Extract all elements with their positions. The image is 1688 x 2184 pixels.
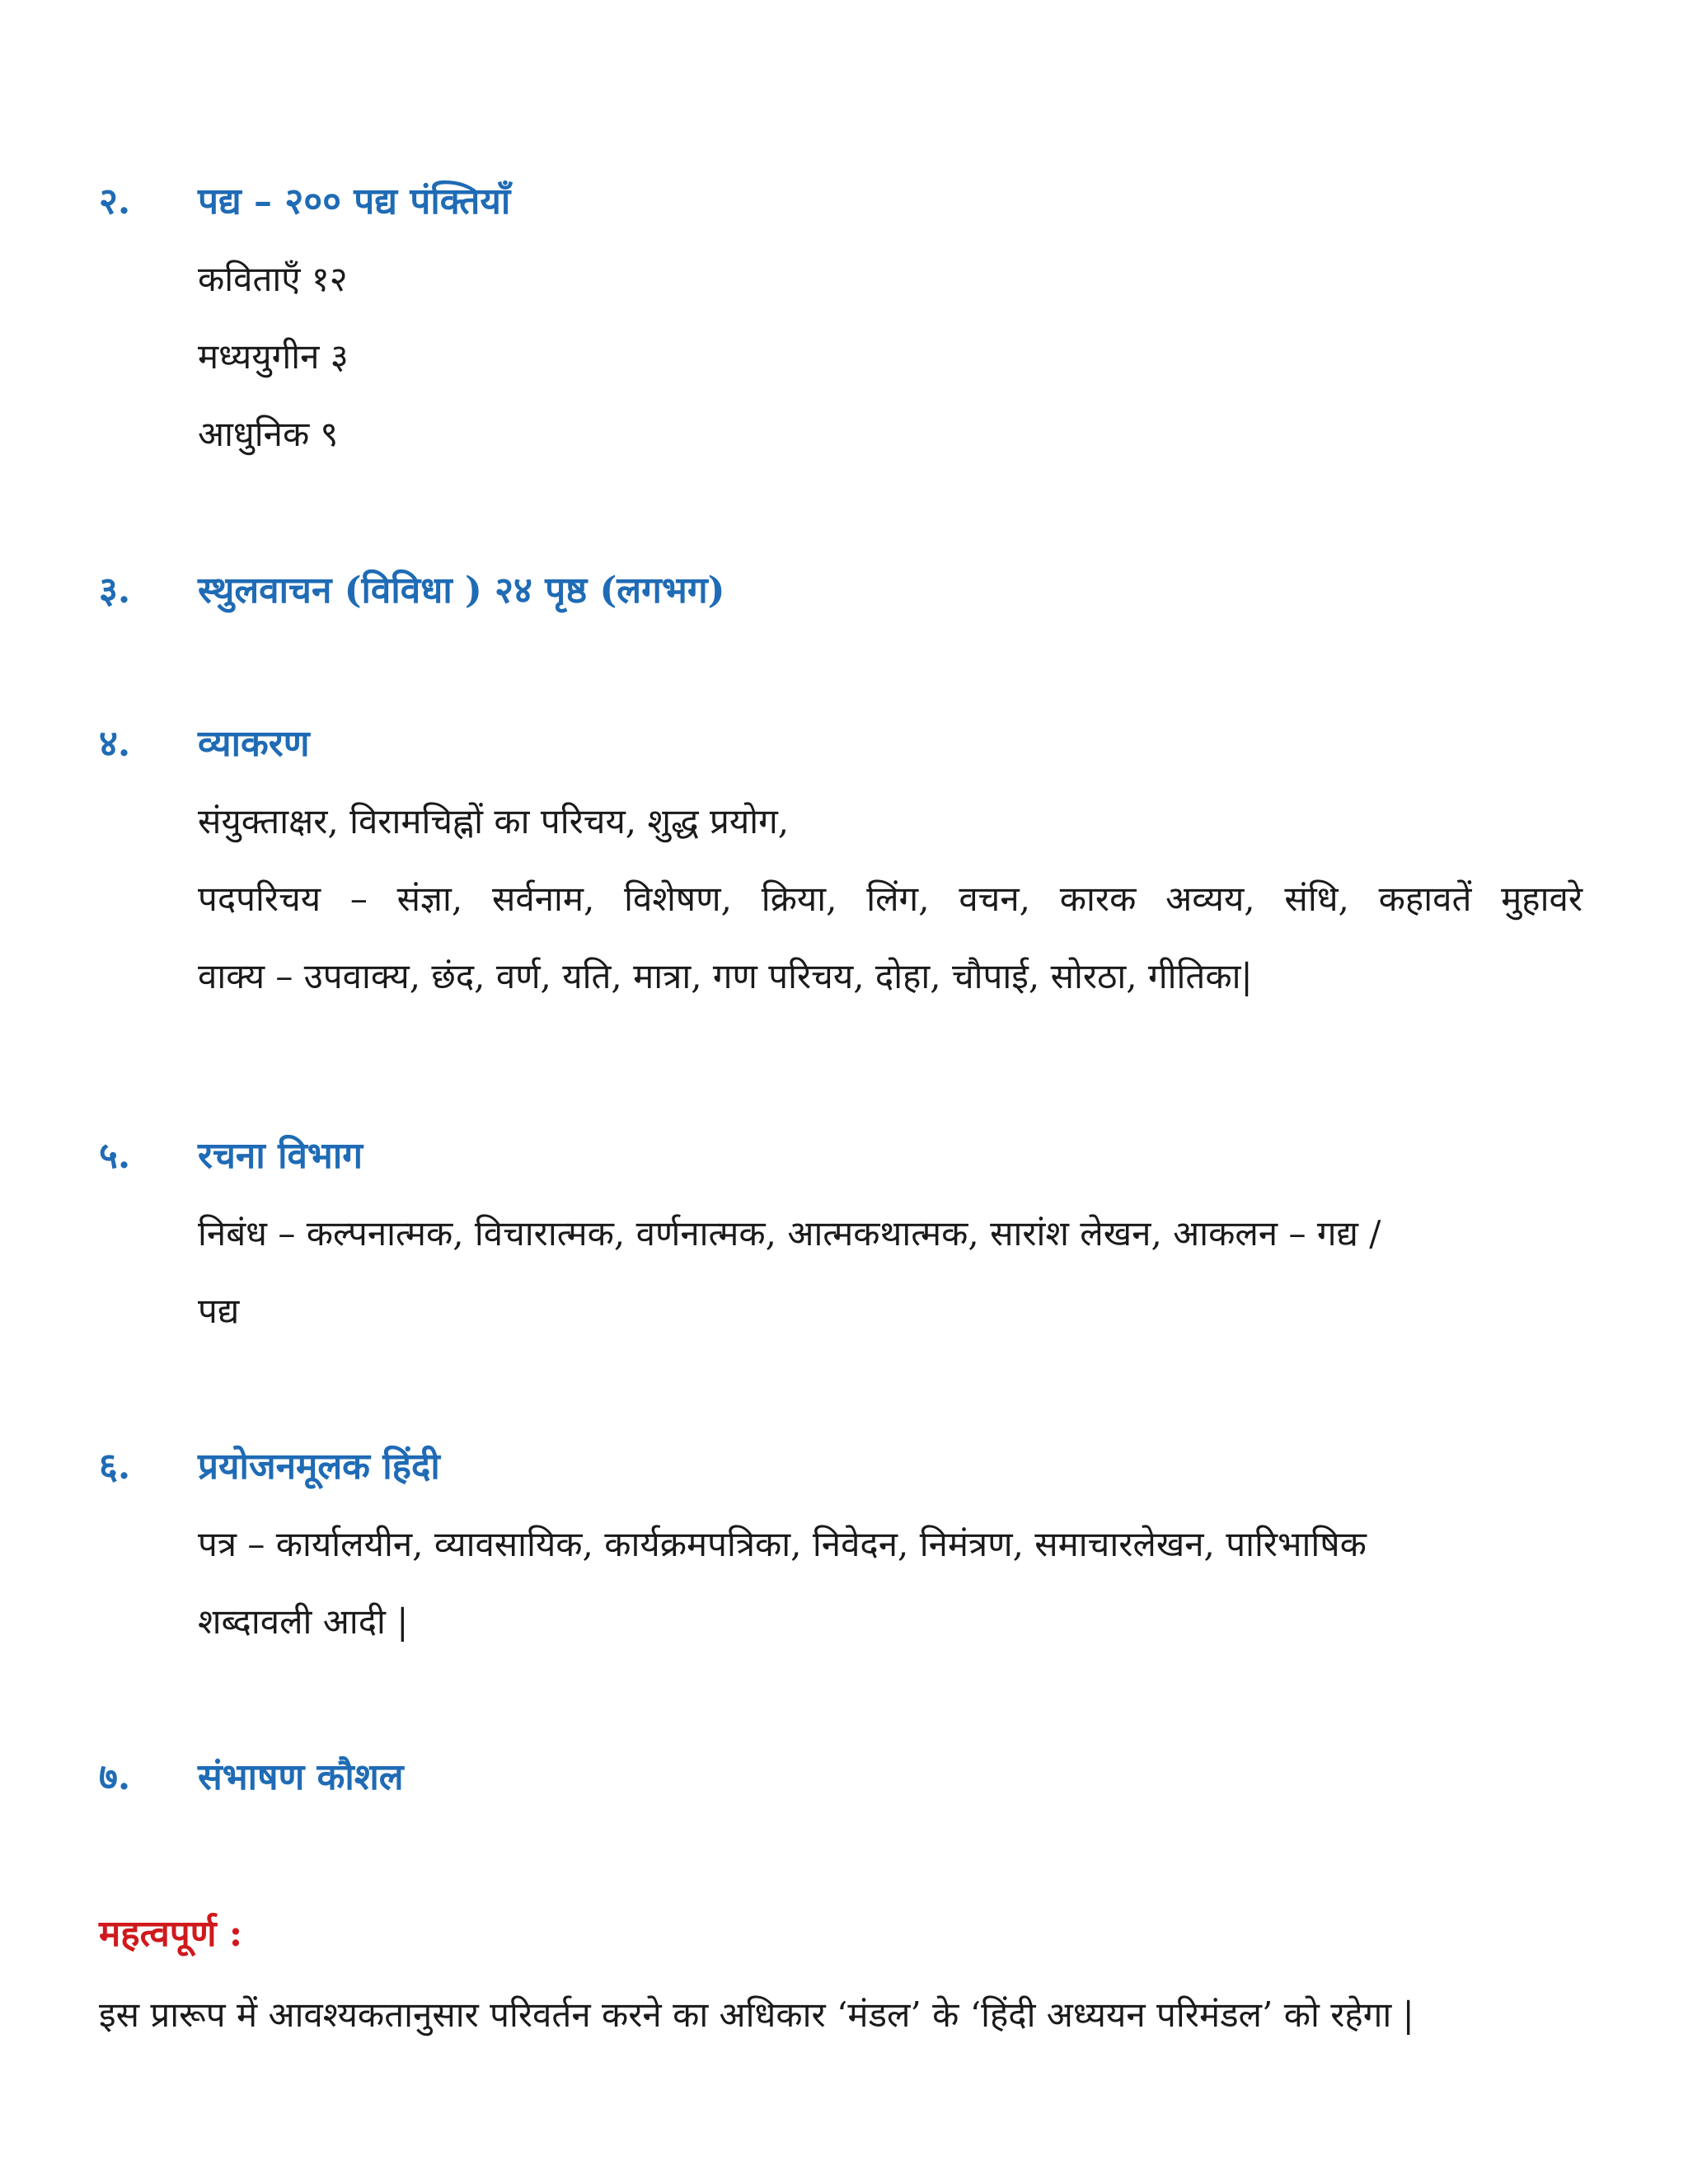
section-5-heading: [99, 1127, 1582, 1185]
section-title: संभाषण कौशल: [198, 1756, 404, 1798]
section-number: ७.: [99, 1756, 131, 1798]
section-number: ४.: [99, 723, 131, 765]
section-title: प्रयोजनमूलक हिंदी: [198, 1446, 440, 1488]
section-number: २.: [99, 180, 131, 223]
section-7-heading: [99, 1749, 1582, 1807]
section-4-heading: [99, 715, 1582, 773]
section-line: मध्ययुगीन ३: [198, 336, 349, 377]
important-label: महत्वपूर्ण :: [99, 1913, 243, 1955]
section-title: स्थुलवाचन (विविधा ) २४ पृष्ठ (लगभग): [198, 569, 725, 612]
section-line: वाक्य – उपवाक्य, छंद, वर्ण, यति, मात्रा, गण परिचय, दोहा, चौपाई, सोरठा, गीतिका|: [198, 956, 1253, 996]
section-line: पदपरिचय – संज्ञा, सर्वनाम, विशेषण, क्रिया, लिंग, वचन, कारक अव्यय, संधि, कहावतें मुहावरे: [198, 879, 1582, 919]
section-line: आधुनिक ९: [198, 414, 339, 454]
section-3-heading: [99, 562, 1582, 620]
section-line: पत्र – कार्यालयीन, व्यावसायिक, कार्यक्रमपत्रिका, निवेदन, निमंत्रण, समाचारलेखन, पारिभाषिक: [198, 1524, 1367, 1564]
section-number: ३.: [99, 569, 131, 612]
section-title: रचना विभाग: [198, 1135, 363, 1177]
section-line: संयुक्ताक्षर, विरामचिह्नों का परिचय, शुद्ध प्रयोग,: [198, 801, 790, 841]
section-line: कविताएँ १२: [198, 259, 348, 299]
important-text: इस प्रारूप में आवश्यकतानुसार परिवर्तन करने का अधिकार ‘मंडल’ के ‘हिंदी अध्ययन परिमंडल’ को रहेगा |: [99, 1994, 1414, 2035]
section-2-heading: [99, 173, 1582, 231]
section-line: निबंध – कल्पनात्मक, विचारात्मक, वर्णनात्मक, आत्मकथात्मक, सारांश लेखन, आकलन – गद्य /: [198, 1213, 1381, 1254]
section-title: व्याकरण: [198, 723, 310, 765]
section-number: ६.: [99, 1446, 131, 1488]
section-line: पद्य: [198, 1291, 240, 1331]
section-number: ५.: [99, 1135, 131, 1177]
section-line: शब्दावली आदी |: [198, 1601, 409, 1642]
section-6-heading: [99, 1438, 1582, 1496]
section-title: पद्य – २०० पद्य पंक्तियाँ: [198, 180, 511, 223]
